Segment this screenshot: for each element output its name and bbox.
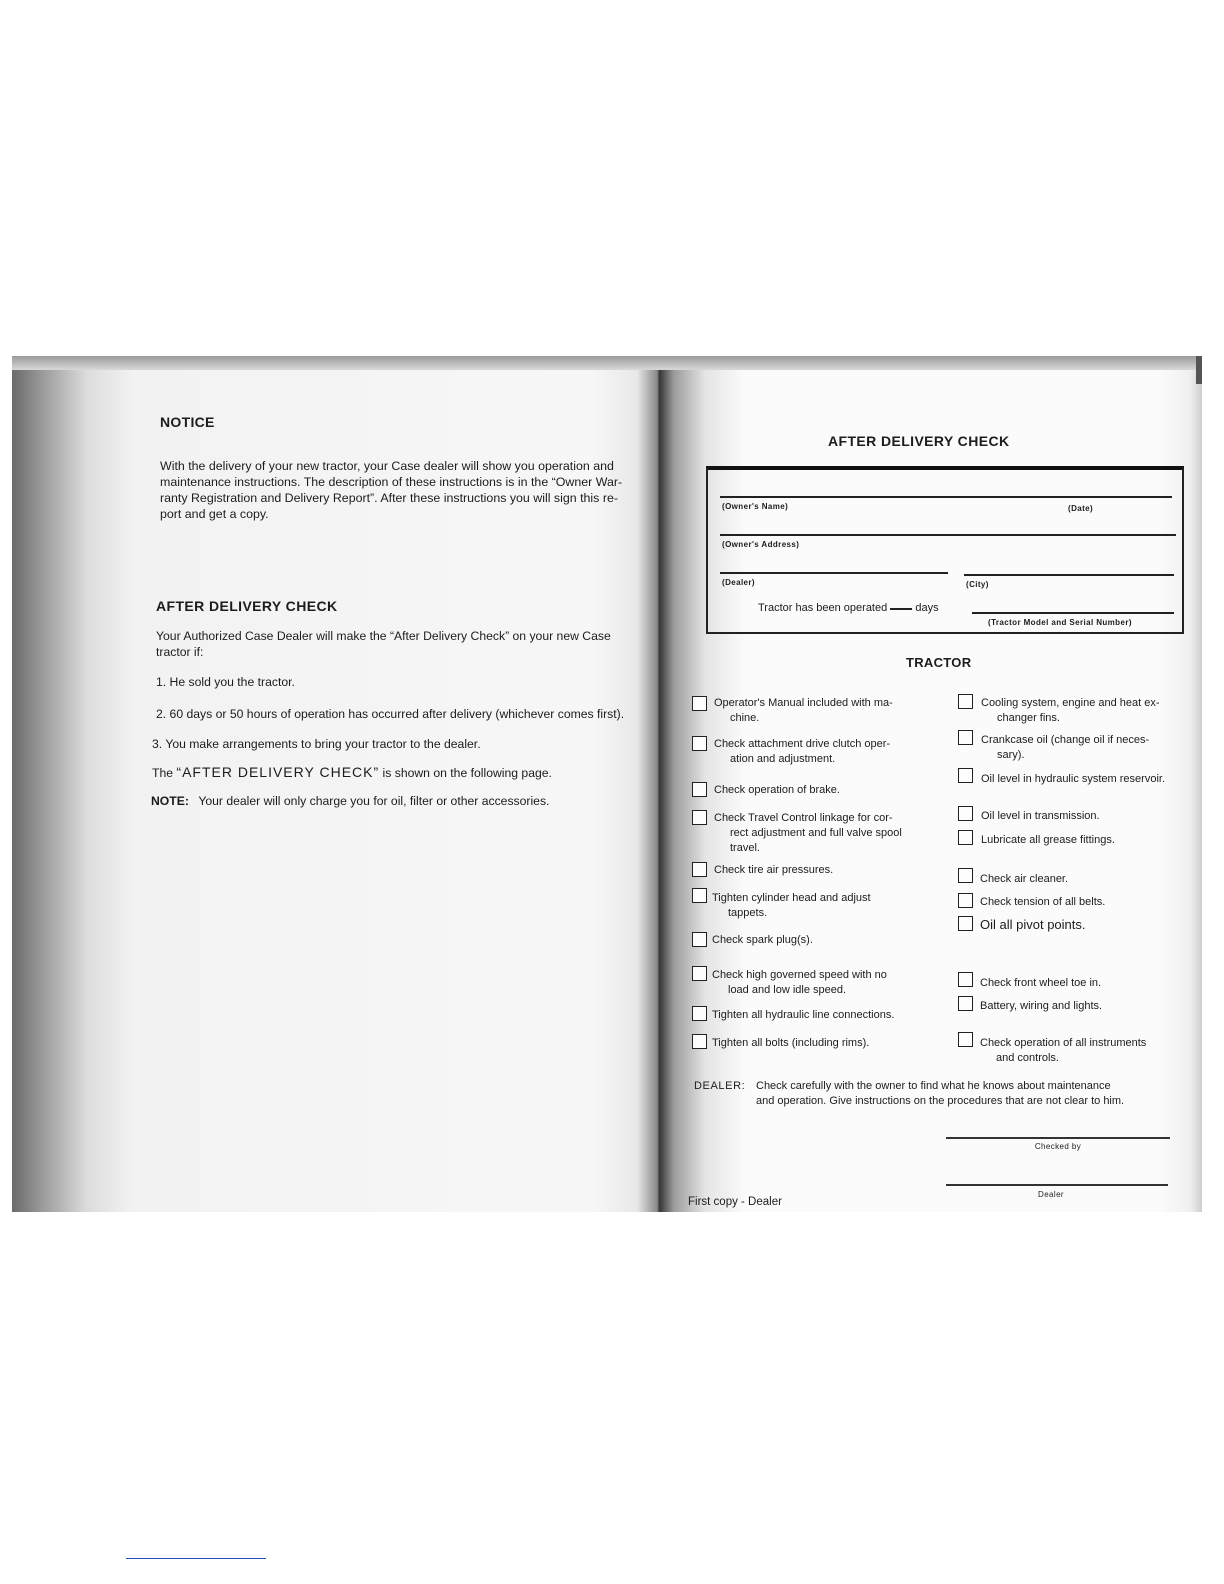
footer-underline [126,1558,266,1559]
intro-line: tractor if: [156,645,204,659]
checklist-item [712,968,918,998]
dealer-instructions [694,1079,1124,1109]
checkbox[interactable] [692,1006,707,1021]
intro-paragraph [156,628,636,660]
item-text: Check operation of brake. [714,784,840,796]
checkbox[interactable] [958,1032,973,1047]
item-text: Check tension of all belts. [980,896,1106,908]
checklist-item [980,872,1182,887]
checklist-item [981,733,1183,763]
checkbox[interactable] [958,916,973,931]
days-blank[interactable] [890,608,912,610]
checkbox[interactable] [692,966,707,981]
dealer-line[interactable] [720,572,948,574]
notice-line: port and get a copy. [160,507,269,521]
first-copy-note: First copy - Dealer [688,1196,782,1208]
checklist-item [714,863,922,878]
checklist-item [714,737,922,767]
operated-suffix: days [915,602,939,614]
note-label: NOTE: [151,794,189,808]
item-text: Check spark plug(s). [712,934,813,946]
dealer-instr-label: DEALER: [694,1080,746,1092]
checkbox[interactable] [958,893,973,908]
checklist-item [981,696,1183,726]
checkbox[interactable] [958,830,973,845]
checkbox[interactable] [692,862,707,877]
notice-paragraph [160,458,646,522]
checklist-item [980,1036,1182,1066]
model-serial-label: (Tractor Model and Serial Number) [988,618,1132,627]
notice-line: With the delivery of your new tractor, your Case dealer will show you operation and [160,459,614,473]
owners-name-line[interactable] [720,496,1172,498]
city-line[interactable] [964,574,1174,576]
checkbox[interactable] [958,868,973,883]
operated-prefix: Tractor has been operated [758,602,888,614]
item-text: Check high governed speed with no [712,969,887,981]
item-text: Tighten all hydraulic line connections. [712,1009,895,1021]
shown-suffix: is shown on the following page. [382,766,552,780]
dealer-instr-line: and operation. Give instructions on the procedures that are not clear to him. [756,1095,1125,1107]
checkbox[interactable] [692,696,707,711]
checklist-item [981,833,1183,848]
item-text: Check air cleaner. [980,873,1069,885]
note-line [151,794,549,808]
shown-prefix: The [152,766,174,780]
condition-1: 1. He sold you the tractor. [156,675,295,689]
shown-on-following-page [152,764,552,780]
checklist-item [980,999,1182,1014]
page-edge [1196,356,1202,384]
item-text: Check operation of all instruments [980,1037,1147,1049]
checklist-item [714,783,922,798]
item-text: Oil level in hydraulic system reservoir. [981,773,1166,785]
shown-caps: “AFTER DELIVERY CHECK” [176,764,380,780]
checkbox[interactable] [692,810,707,825]
checkbox[interactable] [958,972,973,987]
date-label: (Date) [1068,504,1094,513]
item-text: and controls. [996,1052,1059,1064]
checklist-item [714,811,922,856]
dealer-label: (Dealer) [722,578,755,587]
operated-days-field [758,602,939,614]
tractor-heading: TRACTOR [906,655,972,670]
checkbox[interactable] [692,1034,707,1049]
checkbox[interactable] [958,694,973,709]
item-text: Check Travel Control linkage for cor- [714,812,893,824]
item-text: tappets. [728,907,768,919]
checklist-item [981,772,1183,787]
dealer-signature-label: Dealer [1038,1190,1064,1199]
checkbox[interactable] [692,782,707,797]
checkbox[interactable] [692,932,707,947]
checklist-item [980,976,1182,991]
form-title: AFTER DELIVERY CHECK [828,433,1010,449]
item-text: travel. [730,842,760,854]
checkbox[interactable] [958,806,973,821]
item-text: Crankcase oil (change oil if neces- [981,734,1150,746]
checkbox[interactable] [692,888,707,903]
item-text: Cooling system, engine and heat ex- [981,697,1160,709]
item-text: chine. [730,712,760,724]
notice-line: ranty Registration and Delivery Report”. After these instructions you will sign this re- [160,491,618,505]
page-top-shadow [12,356,1202,370]
item-text: Battery, wiring and lights. [980,1000,1103,1012]
checkbox[interactable] [692,736,707,751]
notice-line: maintenance instructions. The description of these instructions is in the “Owner War- [160,475,623,489]
item-text: Tighten cylinder head and adjust [712,892,871,904]
owners-address-label: (Owner's Address) [722,540,800,549]
item-text: sary). [997,749,1025,761]
note-text: Your dealer will only charge you for oil, filter or other accessories. [198,794,550,808]
item-text: Check tire air pressures. [714,864,834,876]
checked-by-line[interactable] [946,1137,1170,1139]
checklist-item [712,933,916,948]
condition-2: 2. 60 days or 50 hours of operation has occurred after delivery (whichever comes first). [156,707,625,721]
checkbox[interactable] [958,768,973,783]
model-serial-line[interactable] [972,612,1174,614]
item-text: ation and adjustment. [730,753,836,765]
item-text: changer fins. [997,712,1060,724]
item-text: Check attachment drive clutch oper- [714,738,891,750]
owners-address-line[interactable] [720,534,1176,536]
checklist-item [981,809,1183,824]
checklist-item [712,891,916,921]
item-text: Tighten all bolts (including rims). [712,1037,870,1049]
dealer-signature-line[interactable] [946,1184,1168,1186]
checklist-item [980,917,1182,932]
checklist-item [714,696,922,726]
dealer-instr-line: Check carefully with the owner to find what he knows about maintenance [756,1080,1111,1092]
city-label: (City) [966,580,989,589]
notice-title: NOTICE [160,414,215,430]
checkbox[interactable] [958,730,973,745]
item-text: Oil level in transmission. [981,810,1100,822]
item-text: Lubricate all grease fittings. [981,834,1115,846]
condition-3: 3. You make arrangements to bring your tractor to the dealer. [152,737,481,751]
item-text: rect adjustment and full valve spool [730,827,902,839]
after-delivery-heading: AFTER DELIVERY CHECK [156,598,338,614]
intro-line: Your Authorized Case Dealer will make the “After Delivery Check” on your new Case [156,629,611,643]
item-text: Oil all pivot points. [980,917,1086,932]
checkbox[interactable] [958,996,973,1011]
item-text: Check front wheel toe in. [980,977,1102,989]
checklist-item [980,895,1182,910]
checklist-item [712,1008,922,1023]
checklist-item [712,1036,922,1051]
checked-by-label: Checked by [1034,1142,1082,1151]
owners-name-label: (Owner's Name) [722,502,789,511]
item-text: Operator's Manual included with ma- [714,697,893,709]
item-text: load and low idle speed. [728,984,847,996]
